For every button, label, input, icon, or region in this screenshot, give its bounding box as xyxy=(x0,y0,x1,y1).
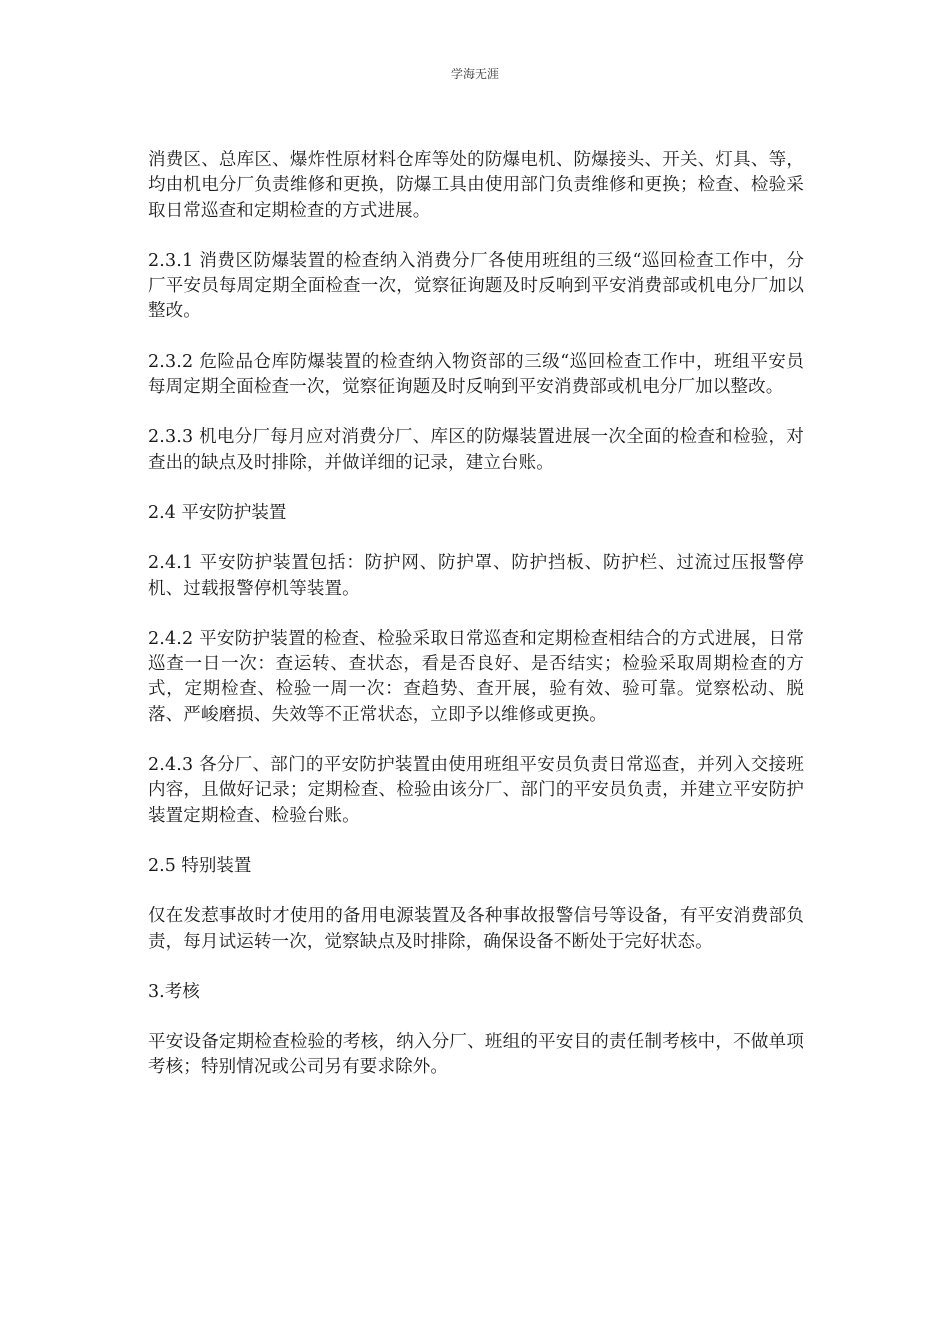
paragraph-2-3-2: 2.3.2 危险品仓库防爆装置的检查纳入物资部的三级“巡回检查工作中，班组平安员每周定期全面检查一次，觉察征询题及时反响到平安消费部或机电分厂加以整改。 xyxy=(148,351,804,398)
page-header: 学海无涯 xyxy=(450,67,499,81)
paragraph-2-4-3: 2.4.3 各分厂、部门的平安防护装置由使用班组平安员负责日常巡查，并列入交接班内容，且做好记录；定期检查、检验由该分厂、部门的平安员负责，并建立平安防护装置定期检查、检验台账。 xyxy=(148,755,804,826)
paragraph-3-body: 平安设备定期检查检验的考核，纳入分厂、班组的平安目的责任制考核中，不做单项考核；特别情况或公司另有要求除外。 xyxy=(148,1032,804,1078)
section-heading-2-5: 2.5 特别装置 xyxy=(148,855,252,876)
paragraph-2-3-3: 2.3.3 机电分厂每月应对消费分厂、库区的防爆装置进展一次全面的检查和检验，对查出的缺点及时排除，并做详细的记录，建立台账。 xyxy=(148,427,804,473)
paragraph-2-3-1: 2.3.1 消费区防爆装置的检查纳入消费分厂各使用班组的三级“巡回检查工作中，分厂平安员每周定期全面检查一次，觉察征询题及时反响到平安消费部或机电分厂加以整改。 xyxy=(148,250,804,322)
document-body xyxy=(148,148,804,1106)
paragraph-2-5-body: 仅在发惹事故时才使用的备用电源装置及各种事故报警信号等设备，有平安消费部负责，每月试运转一次，觉察缺点及时排除，确保设备不断处于完好状态。 xyxy=(148,906,804,952)
section-heading-2-4: 2.4 平安防护装置 xyxy=(148,502,287,523)
paragraph-intro: 消费区、总库区、爆炸性原材料仓库等处的防爆电机、防爆接头、开关、灯具、等，均由机电分厂负责维修和更换，防爆工具由使用部门负责维修和更换；检查、检验采取日常巡查和定期检查的方式进展。 xyxy=(148,150,804,221)
paragraph-2-4-1: 2.4.1 平安防护装置包括：防护网、防护罩、防护挡板、防护栏、过流过压报警停机、过载报警停机等装置。 xyxy=(148,553,804,599)
paragraph-2-4-2: 2.4.2 平安防护装置的检查、检验采取日常巡查和定期检查相结合的方式进展，日常巡查一日一次：查运转、查状态，看是否良好、是否结实；检验采取周期检查的方式，定期检查、检验一周一次：查趋势、查开展，验有效、验可靠。觉察松动、脱落、严峻磨损、失效等不正常状态，立即予以维修或更换。 xyxy=(148,628,804,725)
section-heading-3: 3.考核 xyxy=(148,981,200,1002)
